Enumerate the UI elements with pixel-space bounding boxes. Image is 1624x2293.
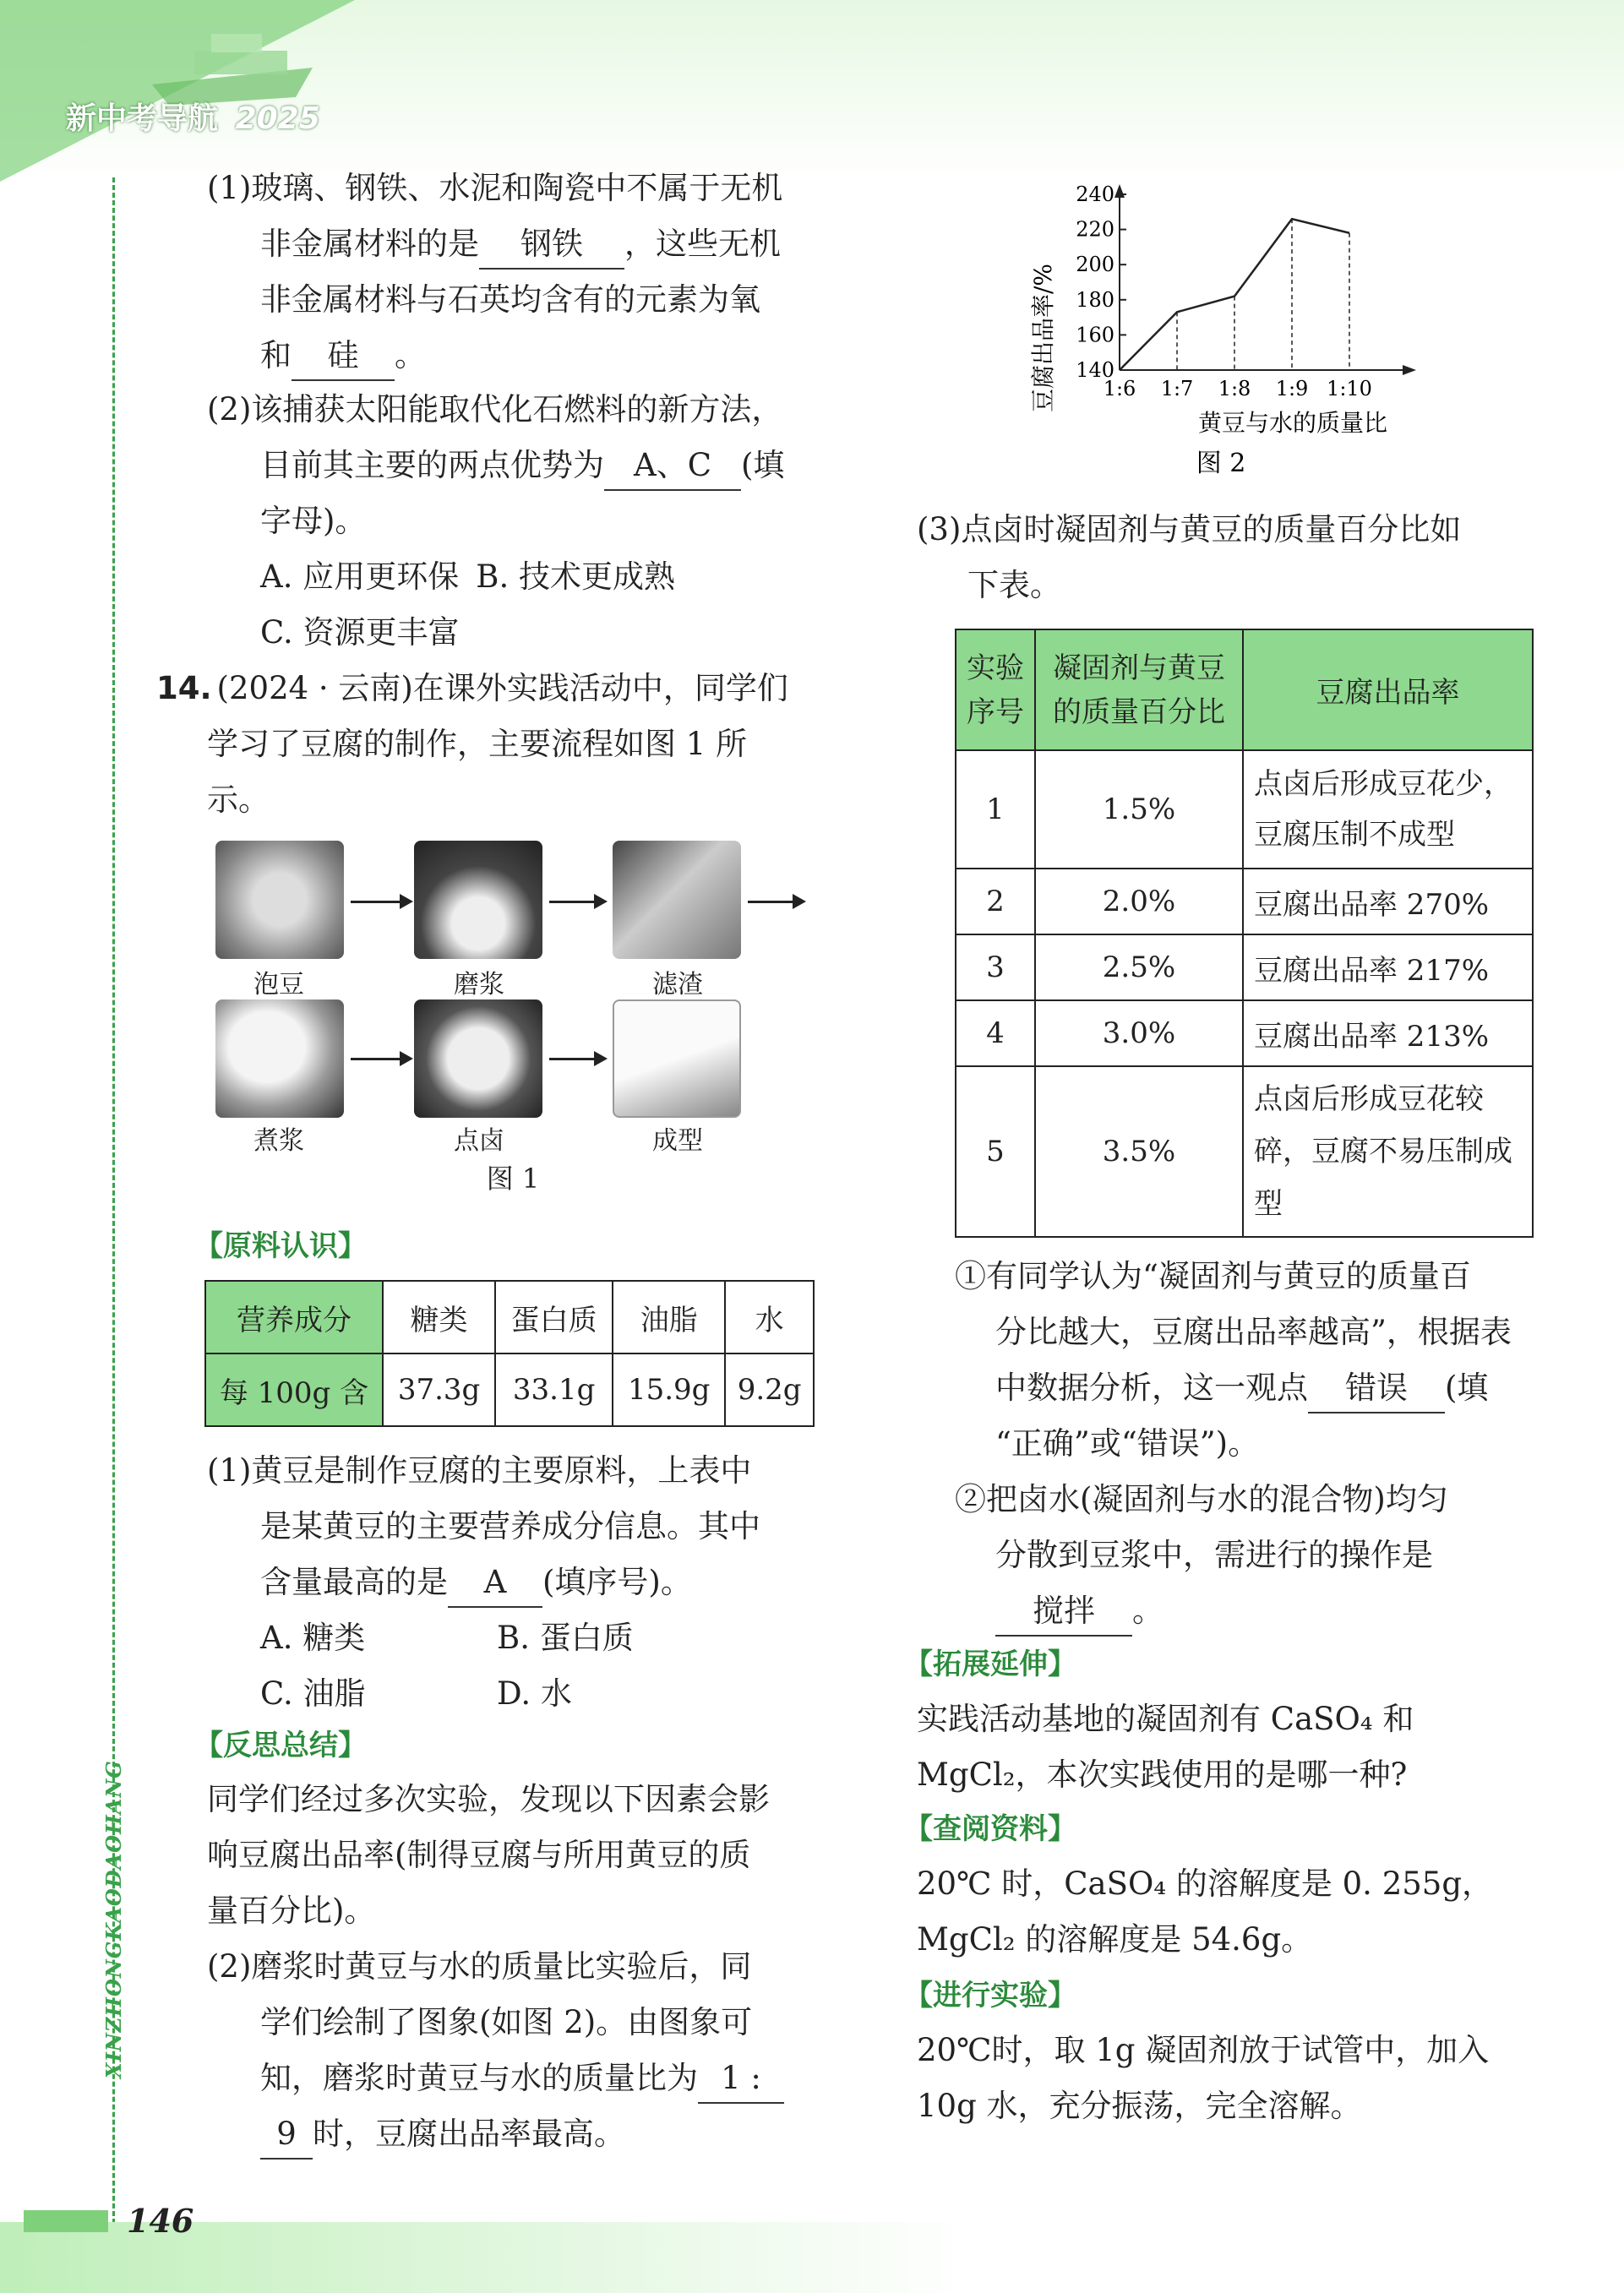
caption-grind: 磨浆: [454, 970, 504, 999]
q13-p1-line1: (1)玻璃、钢铁、水泥和陶瓷中不属于无机: [207, 170, 783, 206]
extend-1: 实践活动基地的凝固剂有 CaSO₄ 和: [917, 1701, 1414, 1737]
q13-p2-line2: [207, 438, 832, 493]
nutrition-header-1: 糖类: [383, 1281, 495, 1353]
lookup-text: [917, 1856, 1559, 1968]
q13-p1-text: 非金属材料的是: [260, 226, 479, 262]
q14-p2-text: 知，磨浆时黄豆与水的质量比为: [260, 2060, 698, 2096]
chart-x-tick-label: 1:6: [1103, 377, 1136, 400]
section-reflect: 【反思总结】: [194, 1729, 367, 1762]
section-experiment: 【进行实验】: [904, 1979, 1076, 2013]
answer-blank-3: A、C: [604, 442, 741, 491]
q13-p2-options: [207, 549, 832, 605]
q14-intro: [156, 661, 832, 828]
nutrition-header-2: 蛋白质: [495, 1281, 613, 1353]
caption-filter: 滤渣: [652, 970, 703, 999]
section-extend: 【拓展延伸】: [904, 1648, 1076, 1681]
lookup-1: 20℃ 时，CaSO₄ 的溶解度是 0. 255g，: [917, 1865, 1494, 1902]
photo-soak: [215, 841, 344, 959]
q13-part1: [207, 161, 832, 384]
q13-p2-line3: 字母)。: [260, 503, 367, 539]
footer-band: [0, 2222, 1624, 2293]
chart-y-tick-label: 160: [1076, 323, 1114, 347]
q13-p2-optc: C. 资源更丰富: [260, 614, 460, 651]
q14-part3: [917, 502, 1559, 613]
q14-p1-line3: [207, 1555, 832, 1610]
reflect-3: 量百分比)。: [207, 1893, 376, 1929]
answer-blank-2: 硅: [292, 332, 395, 381]
nutrition-fat: 15.9g: [613, 1353, 725, 1426]
side-text: XINZHONGKAODAOHANG: [101, 1760, 126, 2078]
section-lookup: 【查阅资料】: [904, 1812, 1076, 1846]
sub1-line3: [955, 1360, 1546, 1416]
caption-coagulate: 点卤: [454, 1126, 504, 1156]
reflect-2: 响豆腐出品率(制得豆腐与所用黄豆的质: [207, 1837, 751, 1873]
caption-shape: 成型: [652, 1126, 703, 1156]
nutrition-header-3: 油脂: [613, 1281, 725, 1353]
experiment-1: 20℃时，取 1g 凝固剂放于试管中，加入: [917, 2032, 1490, 2068]
chart-x-tick-label: 1:8: [1218, 377, 1251, 400]
coag-header-2: 豆腐出品率: [1243, 629, 1533, 750]
q14-p1-text-b: (填序号)。: [542, 1564, 692, 1600]
q14-p1-line1: (1)黄豆是制作豆腐的主要原料，上表中: [207, 1452, 752, 1489]
chart-y-tick-label: 200: [1076, 253, 1114, 277]
q14-p1-opts-2: [207, 1666, 832, 1722]
coag-row2-id: 2: [956, 869, 1035, 934]
q14-p2-line4: [207, 2106, 832, 2162]
q13-p2-text: 目前其主要的两点优势为: [260, 447, 604, 483]
nutrition-water: 9.2g: [725, 1353, 814, 1426]
experiment-2: 10g 水，充分振荡，完全溶解。: [917, 2088, 1362, 2124]
option-c-fat: C. 油脂: [260, 1675, 366, 1712]
arrow-4: [351, 1058, 410, 1060]
q14-p2-line2: 学们绘制了图象(如图 2)。由图象可: [260, 2004, 753, 2040]
q14-sub1: [955, 1249, 1546, 1472]
arrow-2: [549, 901, 604, 903]
coag-row1-id: 1: [956, 750, 1035, 869]
q14-p1-line2: 是某黄豆的主要营养成分信息。其中: [260, 1508, 760, 1544]
chart-x-tick-label: 1:10: [1327, 377, 1372, 400]
coag-row2-result: 豆腐出品率 270%: [1243, 869, 1533, 934]
photo-grind: [414, 841, 542, 959]
chart-caption: 图 2: [1196, 449, 1246, 478]
q13-p1-end: 。: [395, 337, 426, 373]
nutrition-header-0: 营养成分: [205, 1281, 383, 1353]
arrow-1: [351, 901, 410, 903]
chart-xlabel: 黄豆与水的质量比: [1197, 409, 1388, 437]
brand-title: [66, 95, 320, 138]
footer-mark: [24, 2210, 108, 2232]
sub1-text: 中数据分析，这一观点: [995, 1370, 1308, 1406]
q13-p1-line2: [207, 216, 832, 272]
answer-blank-5b: 9: [260, 2111, 313, 2160]
coag-row5-pct: 3.5%: [1035, 1066, 1243, 1237]
nutrition-row-label: 每 100g 含: [205, 1353, 383, 1426]
chart-y-tick-label: 140: [1076, 358, 1114, 382]
figure-2-chart: [1022, 169, 1420, 490]
sub1-text-b: (填: [1445, 1370, 1489, 1406]
q13-p2-text-b: (填: [741, 447, 785, 483]
figure-1-caption: 图 1: [486, 1163, 540, 1195]
nutrition-table: [204, 1280, 815, 1427]
q14-p1-opts-1: [207, 1610, 832, 1666]
page-number: 146: [127, 2202, 194, 2240]
q14-number: 14.: [156, 670, 212, 706]
lookup-2: MgCl₂ 的溶解度是 54.6g。: [917, 1921, 1313, 1958]
sub1-line4: “正确”或“错误”)。: [995, 1425, 1260, 1462]
coag-row3-result: 豆腐出品率 217%: [1243, 934, 1533, 1000]
q14-sub2: [955, 1472, 1546, 1639]
option-b: B. 技术更成熟: [476, 558, 675, 595]
coag-row3-id: 3: [956, 934, 1035, 1000]
coag-row4-pct: 3.0%: [1035, 1000, 1243, 1066]
chart-series-line: [1120, 219, 1349, 370]
coagulant-table: [955, 629, 1534, 1238]
nutrition-sugar: 37.3g: [383, 1353, 495, 1426]
q13-p1-line3: 非金属材料与石英均含有的元素为氧: [260, 281, 760, 318]
q13-part2: [207, 382, 832, 661]
photo-boil: [215, 999, 344, 1118]
answer-blank-6: 错误: [1308, 1364, 1445, 1413]
coag-row1-pct: 1.5%: [1035, 750, 1243, 869]
answer-blank-4: A: [448, 1559, 542, 1608]
sub2-line3: [955, 1583, 1546, 1639]
brand-name: 新中考导航: [66, 101, 219, 136]
sub1-line2: 分比越大，豆腐出品率越高”，根据表: [995, 1314, 1512, 1350]
photo-shape: [613, 999, 741, 1118]
brand-year: 2025: [235, 101, 320, 136]
option-d-water: D. 水: [497, 1675, 572, 1712]
q14-p2-line1: (2)磨浆时黄豆与水的质量比实验后，同: [207, 1948, 752, 1985]
caption-soak: 泡豆: [253, 970, 304, 999]
chart-y-tick-label: 180: [1076, 287, 1114, 312]
q14-p2-text-b: 时，豆腐出品率最高。: [313, 2116, 625, 2152]
coag-row4-result: 豆腐出品率 213%: [1243, 1000, 1533, 1066]
option-a: A. 应用更环保: [260, 558, 460, 595]
option-a-sugar: A. 糖类: [260, 1620, 366, 1656]
chart-x-arrow: [1403, 365, 1416, 375]
q14-part1: [207, 1443, 832, 1722]
chart-ylabel: 豆腐出品率/%: [1029, 263, 1057, 413]
q14-p2-line3: [207, 2051, 832, 2106]
coag-header-1: 凝固剂与黄豆的质量百分比: [1035, 629, 1243, 750]
sub1-line1: ①有同学认为“凝固剂与黄豆的质量百: [955, 1258, 1471, 1294]
photo-coagulate: [414, 999, 542, 1118]
arrow-5: [549, 1058, 604, 1060]
answer-blank-7: 搅拌: [995, 1588, 1132, 1637]
coag-row2-pct: 2.0%: [1035, 869, 1243, 934]
sub2-line2: 分散到豆浆中，需进行的操作是: [995, 1537, 1433, 1573]
experiment-text: [917, 2023, 1559, 2134]
q13-p1-line4: [207, 328, 832, 384]
coag-header-0: 实验序号: [956, 629, 1035, 750]
reflect-text: [207, 1772, 832, 1939]
chart-y-tick-label: 240: [1076, 182, 1114, 206]
q13-p2-line1: (2)该捕获太阳能取代化石燃料的新方法，: [207, 391, 783, 428]
coag-row3-pct: 2.5%: [1035, 934, 1243, 1000]
q14-intro-3: 示。: [207, 782, 270, 818]
chart-y-tick-label: 220: [1076, 217, 1114, 242]
chart-x-tick-label: 1:9: [1275, 377, 1309, 400]
photo-filter: [613, 841, 741, 959]
section-raw-material: 【原料认识】: [194, 1229, 367, 1263]
q13-p1-text-b: ，这些无机: [624, 226, 781, 262]
q14-p1-text: 含量最高的是: [260, 1564, 448, 1600]
q13-p1-and: 和: [260, 337, 292, 373]
coag-row4-id: 4: [956, 1000, 1035, 1066]
nutrition-protein: 33.1g: [495, 1353, 613, 1426]
q14-p3-line2: 下表。: [967, 567, 1061, 603]
coag-row5-id: 5: [956, 1066, 1035, 1237]
answer-blank-5: 1 :: [698, 2055, 784, 2104]
chart-x-tick-label: 1:7: [1160, 377, 1194, 400]
extend-text: [917, 1691, 1559, 1803]
sub2-line1: ②把卤水(凝固剂与水的混合物)均匀: [955, 1481, 1448, 1517]
arrow-3: [748, 901, 803, 903]
extend-2: MgCl₂，本次实践使用的是哪一种?: [917, 1757, 1408, 1793]
option-b-protein: B. 蛋白质: [497, 1620, 634, 1656]
q14-intro-2: 学习了豆腐的制作，主要流程如图 1 所: [207, 726, 748, 762]
q14-p3-line1: (3)点卤时凝固剂与黄豆的质量百分比如: [917, 511, 1462, 547]
coag-row1-result: 点卤后形成豆花少，豆腐压制不成型: [1243, 750, 1533, 869]
coag-row5-result: 点卤后形成豆花较碎，豆腐不易压制成型: [1243, 1066, 1533, 1237]
caption-boil: 煮浆: [253, 1126, 304, 1156]
chart-y-arrow: [1114, 184, 1125, 198]
q14-part2: [207, 1939, 832, 2162]
reflect-1: 同学们经过多次实验，发现以下因素会影: [207, 1781, 770, 1817]
answer-blank-1: 钢铁: [479, 221, 624, 270]
nutrition-header-4: 水: [725, 1281, 814, 1353]
q14-intro-1: (2024 · 云南)在课外实践活动中，同学们: [216, 670, 788, 706]
sub2-end: 。: [1132, 1593, 1164, 1629]
